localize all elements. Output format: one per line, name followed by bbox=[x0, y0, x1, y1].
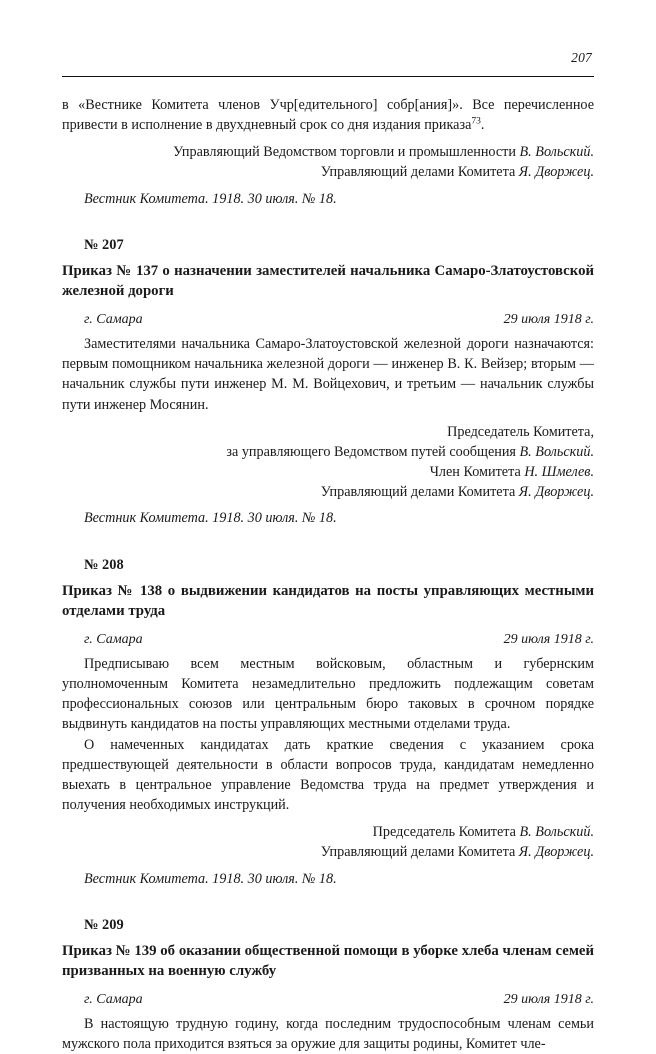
signature-line bbox=[62, 162, 594, 182]
signature-name: Н. Шмелев. bbox=[524, 464, 594, 481]
document-place: г. Самара bbox=[84, 992, 143, 1008]
place-date-line bbox=[62, 992, 594, 1008]
document-number: № 207 bbox=[84, 236, 124, 253]
place-date-line bbox=[62, 312, 594, 328]
signature-role: за управляющего Ведомством путей сообщения bbox=[226, 443, 520, 460]
signature-line bbox=[62, 422, 594, 442]
place-date-line bbox=[62, 632, 594, 648]
document-title: Приказ № 139 об оказании общественной помощи в уборке хлеба членам семей призванных на военную службу bbox=[62, 943, 594, 980]
document-paragraph: О намеченных кандидатах дать краткие сведения с указанием срока предшествующей деятельности в области вопросов труда, кандидатам немедленно выехать в центральное управление Ведомства труда на предмет утверждения и получения необходимых инструкций. bbox=[62, 736, 594, 814]
continued-paragraph-text: в «Вестнике Комитета членов Учр[едительного] собр[ания]». Все перечисленное привести в исполнение в двухдневный срок со дня издания приказа bbox=[62, 97, 594, 134]
signature-name: Я. Дворжец. bbox=[518, 164, 594, 181]
signature-name: В. Вольский. bbox=[519, 144, 594, 161]
source-reference: Вестник Комитета. 1918. 30 июля. № 18. bbox=[84, 190, 337, 207]
document-paragraph: Предписываю всем местным войсковым, областным и губернским уполномоченным Комитета незамедлительно предложить подлежащим советам профессиональных союзов или центральным бюро таковых в срочном порядке выдвинуть кандидатов на посты управляющих местными отделами труда. bbox=[62, 655, 594, 733]
signature-role: Председатель Комитета, bbox=[447, 423, 594, 440]
continued-paragraph bbox=[62, 95, 594, 135]
source-reference: Вестник Комитета. 1918. 30 июля. № 18. bbox=[84, 870, 337, 887]
document-date: 29 июля 1918 г. bbox=[503, 992, 594, 1008]
page-folio: 207 bbox=[571, 50, 592, 65]
document-place: г. Самара bbox=[84, 631, 143, 647]
document-entry bbox=[62, 915, 594, 1054]
document-number: № 208 bbox=[84, 556, 124, 573]
signature-name: Я. Дворжец. bbox=[518, 844, 594, 861]
footnote-marker: 73 bbox=[471, 116, 481, 127]
header-rule bbox=[62, 76, 594, 77]
document-paragraph: В настоящую трудную годину, когда последним трудоспособным членам семьи мужского пола приходится взяться за оружие для защиты родины, Комитет чле- bbox=[62, 1016, 594, 1053]
document-entry bbox=[62, 555, 594, 889]
signature-name: Я. Дворжец. bbox=[518, 484, 594, 501]
document-date: 29 июля 1918 г. bbox=[503, 312, 594, 328]
signature-role: Председатель Комитета bbox=[372, 824, 520, 841]
document-date: 29 июля 1918 г. bbox=[503, 631, 594, 647]
continued-paragraph-tail: . bbox=[480, 117, 485, 134]
document-place: г. Самара bbox=[84, 312, 143, 328]
document-title: Приказ № 137 о назначении заместителей начальника Самаро-Златоустовской железной дороги bbox=[62, 263, 594, 300]
signature-role: Управляющий делами Комитета bbox=[320, 164, 519, 181]
signature-role: Управляющий делами Комитета bbox=[320, 844, 519, 861]
signature-name: В. Вольский. bbox=[519, 824, 594, 841]
signature-role: Член Комитета bbox=[429, 464, 525, 481]
source-reference: Вестник Комитета. 1918. 30 июля. № 18. bbox=[84, 510, 337, 527]
signature-line bbox=[62, 842, 594, 862]
signature-name: В. Вольский. bbox=[519, 443, 594, 460]
document-paragraph: Заместителями начальника Самаро-Златоустовской железной дороги назначаются: первым помощником начальника железной дороги — инженер В. К. Вейзер; вторым — начальник службы пути инженер М. М. Войцехович, и третьим — начальник службы пути инженер Мосянин. bbox=[62, 336, 594, 413]
signature-line bbox=[62, 482, 594, 502]
document-title: Приказ № 138 о выдвижении кандидатов на посты управляющих местными отделами труда bbox=[62, 583, 594, 619]
signature-line bbox=[62, 822, 594, 842]
signature-line bbox=[62, 462, 594, 482]
signature-role: Управляющий делами Комитета bbox=[320, 484, 519, 501]
document-entry bbox=[62, 235, 594, 529]
signature-line bbox=[62, 142, 594, 162]
signature-line bbox=[62, 442, 594, 462]
signature-role: Управляющий Ведомством торговли и промышленности bbox=[173, 144, 520, 161]
document-number: № 209 bbox=[84, 916, 124, 933]
